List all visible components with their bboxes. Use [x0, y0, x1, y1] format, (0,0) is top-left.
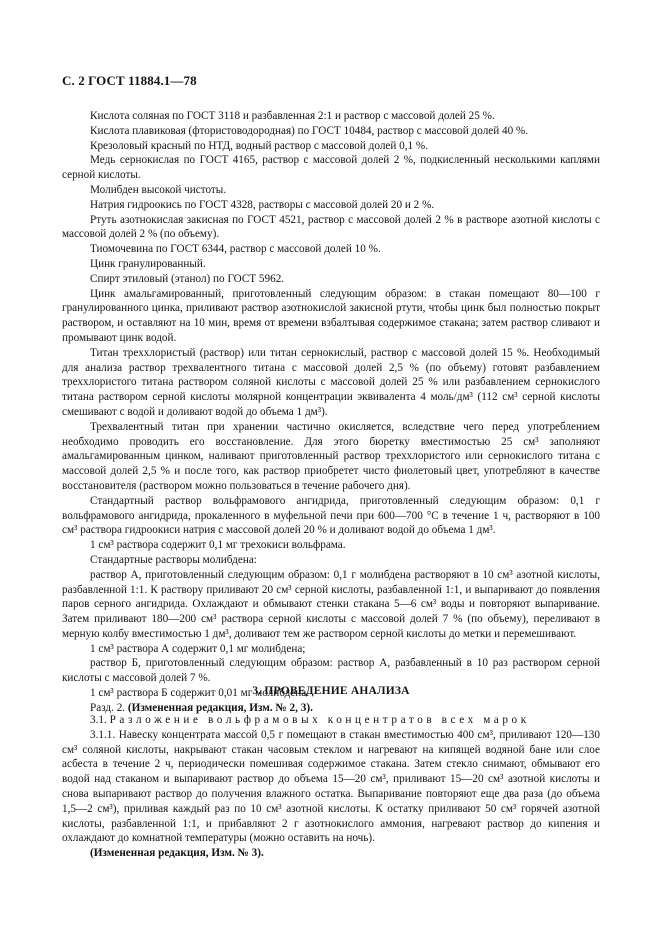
- reagents-section: [62, 109, 600, 716]
- razd-edit-note: (Измененная редакция, Изм. № 2, 3).: [127, 701, 313, 714]
- solution-b-paragraph: раствор Б, приготовленный следующим образом: раствор А, разбавленный в 10 раз раствором серной кислоты с массовой долей 7 %.: [62, 657, 600, 685]
- clause-number: 3.1.: [90, 714, 107, 726]
- reagent-item: Спирт этиловый (этанол) по ГОСТ 5962.: [90, 272, 285, 285]
- reagent-item: Ртуть азотнокислая закисная по ГОСТ 4521, раствор с массовой долей 2 % в растворе азотной кислоты с массовой долей 2 % (по объему).: [62, 213, 600, 241]
- titanium-oxidation-paragraph: Трехвалентный титан при хранении частично окисляется, вследствие чего перед употреблением необходимо проводить его восстановление. Для этого бюретку вместимостью 25 см³ заполняют амальгамированным цинком, наливают приготовленный раствор треххлористого или сернокислого титана с массовой долей 2,5 % и после того, как раствор приобретет чисто фиолетовый цвет, употребляют в качестве восстановителя (раствором можно пользоваться в течение рабочего дня).: [62, 420, 600, 492]
- reagent-item: Молибден высокой чистоты.: [90, 183, 227, 196]
- clause-title: Разложение вольфрамовых концентратов всех марок: [109, 714, 530, 726]
- razd-label: Разд. 2.: [90, 701, 126, 714]
- analysis-section: [62, 713, 600, 861]
- section-title: 3. ПРОВЕДЕНИЕ АНАЛИЗА: [252, 685, 410, 697]
- reagent-item: Крезоловый красный по НТД, водный раствор с массовой долей 0,1 %.: [90, 139, 429, 152]
- final-edit-note: (Измененная редакция, Изм. № 3).: [90, 847, 264, 860]
- tungsten-standard-paragraph: Стандартный раствор вольфрамового ангидрида, приготовленный следующим образом: 0,1 г вольфрамового ангидрида, прокаленного в муфельной печи при 600—700 °С в течение 1 ч, растворяют в 100 см³ раствора гидроокиси натрия с массовой долей 20 % и доливают водой до объема 1 дм³.: [62, 494, 600, 537]
- clause-3-1: [62, 713, 600, 728]
- titanium-chloride-paragraph: Титан треххлористый (раствор) или титан сернокислый, раствор с массовой долей 15 %. Необходимый для анализа раствор трехвалентного титана с массовой долей 2,5 % (по объему) готовят разбавлением треххлористого титана раствором соляной кислоты с массовой долей 25 % или разбавлением сернокислого титана раствором серной кислоты молярной концентрации эквивалента 4 моль/дм³ (112 см³ серной кислоты смешивают с водой и доливают водой до объема 1 дм³).: [62, 346, 600, 418]
- reagent-item: Цинк гранулированный.: [90, 257, 206, 270]
- zinc-amalgam-paragraph: Цинк амальгамированный, приготовленный следующим образом: в стакан помещают 80—100 г гранулированного цинка, приливают раствор азотнокислой закисной ртути, чтобы цинк был полностью покрыт раствором, и оставляют на 10 мин, время от времени взбалтывая содержимое стакана; затем раствор сливают и промывают цинк водой.: [62, 287, 600, 344]
- reagent-item: Кислота плавиковая (фтористоводородная) по ГОСТ 10484, раствор с массовой долей 40 %.: [90, 124, 529, 137]
- tungsten-content-line: 1 см³ раствора содержит 0,1 мг трехокиси вольфрама.: [90, 539, 346, 552]
- reagent-item: Тиомочевина по ГОСТ 6344, раствор с массовой долей 10 %.: [90, 243, 381, 256]
- reagent-item: Кислота соляная по ГОСТ 3118 и разбавленная 2:1 и раствор с массовой долей 25 %.: [90, 110, 495, 122]
- molybdenum-title: Стандартные растворы молибдена:: [90, 553, 257, 566]
- solution-b-content: 1 см³ раствора Б содержит 0,01 мг молибдена.: [90, 687, 310, 700]
- solution-a-content: 1 см³ раствора А содержит 0,1 мг молибдена;: [90, 642, 306, 655]
- solution-a-paragraph: раствор А, приготовленный следующим образом: 0,1 г молибдена растворяют в 10 см³ азотной кислоты, разбавленной 1:1. К раствору приливают 20 см³ серной кислоты, разбавленной 1:1, и выпаривают до появления паров серного ангидрида. Охлаждают и обмывают стенки стакана 5—6 см³ воды и повторяют выпаривание. Затем приливают 180—200 см³ раствора серной кислоты с массовой долей 7 % (по объему), переливают в мерную колбу вместимостью 1 дм³, доливают тем же раствором серной кислоты до метки и перемешивают.: [62, 568, 600, 640]
- reagent-item: Медь сернокислая по ГОСТ 4165, раствор с массовой долей 2 %, подкисленный несколькими каплями серной кислоты.: [62, 154, 600, 182]
- page-header: С. 2 ГОСТ 11884.1—78: [62, 73, 197, 88]
- clause-3-1-1: 3.1.1. Навеску концентрата массой 0,5 г помещают в стакан вместимостью 400 см³, приливают 120—130 см³ соляной кислоты, накрывают стакан часовым стеклом и нагревают на кипящей водяной бане или слое асбеста в течение 2 ч, периодически помешивая содержимое стакана. Затем стекло снимают, обмывают его водой над стаканом и выпаривают раствор до объема 15—20 см³, приливают 15—20 см³ азотной кислоты и снова выпаривают раствор до получения влажного остатка. Выпаривание повторяют еще два раза (до объема 1,5—2 см³), приливая каждый раз по 10 см³ азотной кислоты. К остатку приливают 50 см³ горячей азотной кислоты, разбавленной 1:1, и прибавляют 2 г азотнокислого аммония, нагревают раствор до кипения и охлаждают до комнатной температуры (можно оставить на ночь).: [62, 728, 600, 845]
- reagent-item: Натрия гидроокись по ГОСТ 4328, растворы с массовой долей 20 и 2 %.: [90, 198, 435, 211]
